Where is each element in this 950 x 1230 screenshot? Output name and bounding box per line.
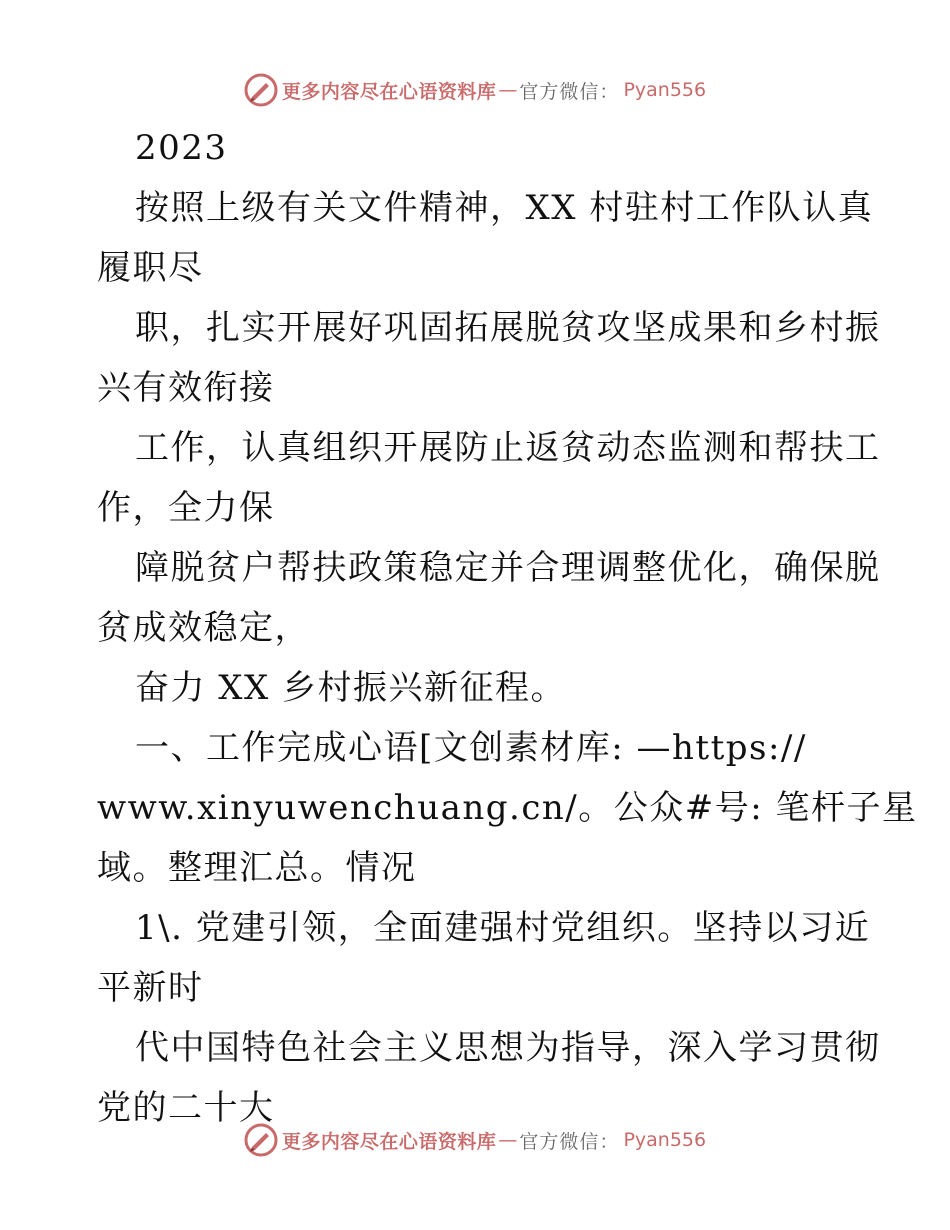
text-line: 代中国特色社会主义思想为指导，深入学习贯彻 <box>135 1028 881 1068</box>
text-line: 贫成效稳定， <box>97 608 310 648</box>
watermark-text: 更多内容尽在心语资料库 <box>281 80 497 103</box>
watermark-separator: — <box>498 1129 518 1151</box>
text-line: 职，扎实开展好巩固拓展脱贫攻坚成果和乡村振 <box>135 308 881 348</box>
text-line: 平新时 <box>97 968 204 1008</box>
text-line: 作，全力保 <box>97 488 275 528</box>
watermark-text: 更多内容尽在心语资料库 <box>281 1130 497 1153</box>
text-line: 党的二十大 <box>97 1088 275 1128</box>
watermark-label: 官方微信： <box>519 80 620 103</box>
text-line: 奋力 XX 乡村振兴新征程。 <box>135 668 567 708</box>
pen-logo-icon <box>244 73 278 107</box>
text-line: 障脱贫户帮扶政策稳定并合理调整优化，确保脱 <box>135 548 881 588</box>
text-line: 一、工作完成心语[文创素材库: —https:// <box>135 728 807 768</box>
text-line: 2023 <box>135 128 228 168</box>
text-line: www.xinyuwenchuang.cn/。公众#号: 笔杆子星 <box>97 788 918 828</box>
text-line: 履职尽 <box>97 248 204 288</box>
text-line: 工作，认真组织开展防止返贫动态监测和帮扶工 <box>135 428 881 468</box>
text-line: 1\. 党建引领，全面建强村党组织。坚持以习近 <box>135 908 871 948</box>
text-line: 兴有效衔接 <box>97 368 275 408</box>
watermark-label: 官方微信： <box>519 1130 620 1153</box>
footer-watermark <box>0 1120 950 1160</box>
watermark-wechat-id: Pyan556 <box>623 79 707 101</box>
text-line: 域。整理汇总。情况 <box>97 848 417 888</box>
watermark-wechat-id: Pyan556 <box>623 1129 707 1151</box>
header-watermark <box>0 70 950 110</box>
document-body <box>97 118 918 1138</box>
watermark-separator: — <box>498 79 518 101</box>
pen-logo-icon <box>244 1123 278 1157</box>
text-line: 按照上级有关文件精神，XX 村驻村工作队认真 <box>135 188 874 228</box>
